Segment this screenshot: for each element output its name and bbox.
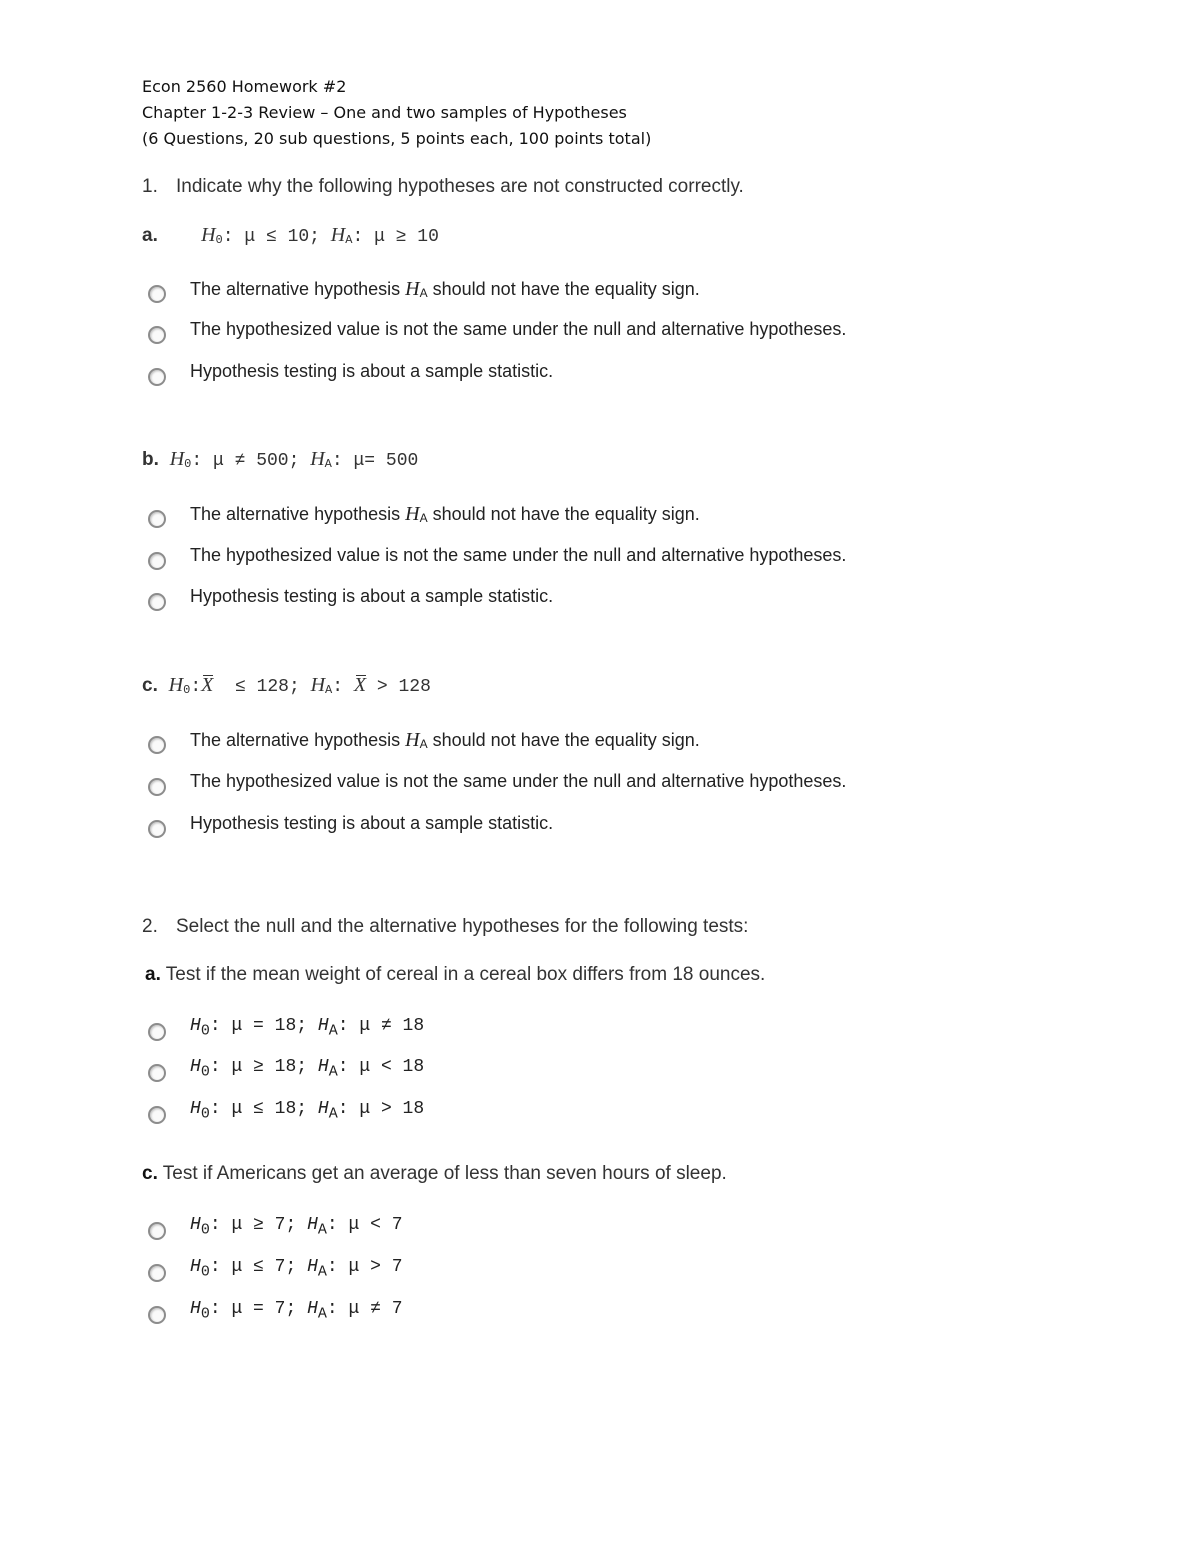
document-header xyxy=(142,74,651,152)
question-1c-hypotheses: c. $H_0:X \le 128$; $H_A$: X > 128 xyxy=(142,674,431,697)
q1b-option-2-label: The hypothesized value is not the same under the null and alternative hypotheses. xyxy=(190,545,847,565)
q1a-option-3-radio[interactable] xyxy=(148,368,166,386)
q1a-option-2-radio[interactable] xyxy=(148,326,166,344)
q1c-option-1-radio[interactable] xyxy=(148,736,166,754)
points-summary: (6 Questions, 20 sub questions, 5 points each, 100 points total) xyxy=(142,129,652,148)
q2a-option-3-label: $H_0$: μ ≤ 18; $H_A$: μ > 18 xyxy=(190,1099,425,1123)
q1b-option-1-label: The alternative hypothesis $H_A$ should not have the equality sign. xyxy=(190,503,700,525)
q1c-option-1-label: The alternative hypothesis $H_A$ should not have the equality sign. xyxy=(190,729,700,751)
chapter-subtitle: Chapter 1-2-3 Review – One and two samples of Hypotheses xyxy=(142,103,627,122)
q1b-option-3-label: Hypothesis testing is about a sample statistic. xyxy=(190,586,554,606)
question-1b-hypotheses: b. $H_0$: μ ≠ 500; $H_A$: μ= 500 xyxy=(142,448,419,471)
question-2c-text: c. Test if Americans get an average of less than seven hours of sleep. xyxy=(142,1163,727,1184)
q1b-option-1-radio[interactable] xyxy=(148,510,166,528)
q1a-option-1-radio[interactable] xyxy=(148,285,166,303)
q2c-option-2-label: $H_0$: μ ≤ 7; $H_A$: μ > 7 xyxy=(190,1257,403,1281)
q2a-option-1-label: $H_0$: μ = 18; $H_A$: μ ≠ 18 xyxy=(190,1016,425,1040)
question-1a-hypotheses: a. $H_0$: μ ≤ 10; $H_A$: μ ≥ 10 xyxy=(142,224,439,247)
q2a-option-1-radio[interactable] xyxy=(148,1023,166,1041)
q1a-option-1-label: The alternative hypothesis $H_A$ should not have the equality sign. xyxy=(190,278,700,300)
q2c-option-1-label: $H_0$: μ ≥ 7; $H_A$: μ < 7 xyxy=(190,1215,403,1239)
q2c-option-1-radio[interactable] xyxy=(148,1222,166,1240)
q2a-option-3-radio[interactable] xyxy=(148,1106,166,1124)
q2c-option-3-label: $H_0$: μ = 7; $H_A$: μ ≠ 7 xyxy=(190,1299,403,1323)
question-1-title: 1. Indicate why the following hypotheses are not constructed correctly. xyxy=(142,176,744,197)
q1c-option-2-radio[interactable] xyxy=(148,778,166,796)
q2c-option-2-radio[interactable] xyxy=(148,1264,166,1282)
q1c-option-2-label: The hypothesized value is not the same under the null and alternative hypotheses. xyxy=(190,771,847,791)
q1c-option-3-label: Hypothesis testing is about a sample statistic. xyxy=(190,813,554,833)
q1c-option-3-radio[interactable] xyxy=(148,820,166,838)
q1a-option-3-label: Hypothesis testing is about a sample statistic. xyxy=(190,361,554,381)
q1a-option-2-label: The hypothesized value is not the same under the null and alternative hypotheses. xyxy=(190,319,847,339)
question-2a-text: a. Test if the mean weight of cereal in a cereal box differs from 18 ounces. xyxy=(145,964,766,985)
q2a-option-2-label: $H_0$: μ ≥ 18; $H_A$: μ < 18 xyxy=(190,1057,425,1081)
q1b-option-2-radio[interactable] xyxy=(148,552,166,570)
q1b-option-3-radio[interactable] xyxy=(148,593,166,611)
course-title: Econ 2560 Homework #2 xyxy=(142,77,347,96)
q2a-option-2-radio[interactable] xyxy=(148,1064,166,1082)
q2c-option-3-radio[interactable] xyxy=(148,1306,166,1324)
question-2-title: 2. Select the null and the alternative hypotheses for the following tests: xyxy=(142,916,749,937)
